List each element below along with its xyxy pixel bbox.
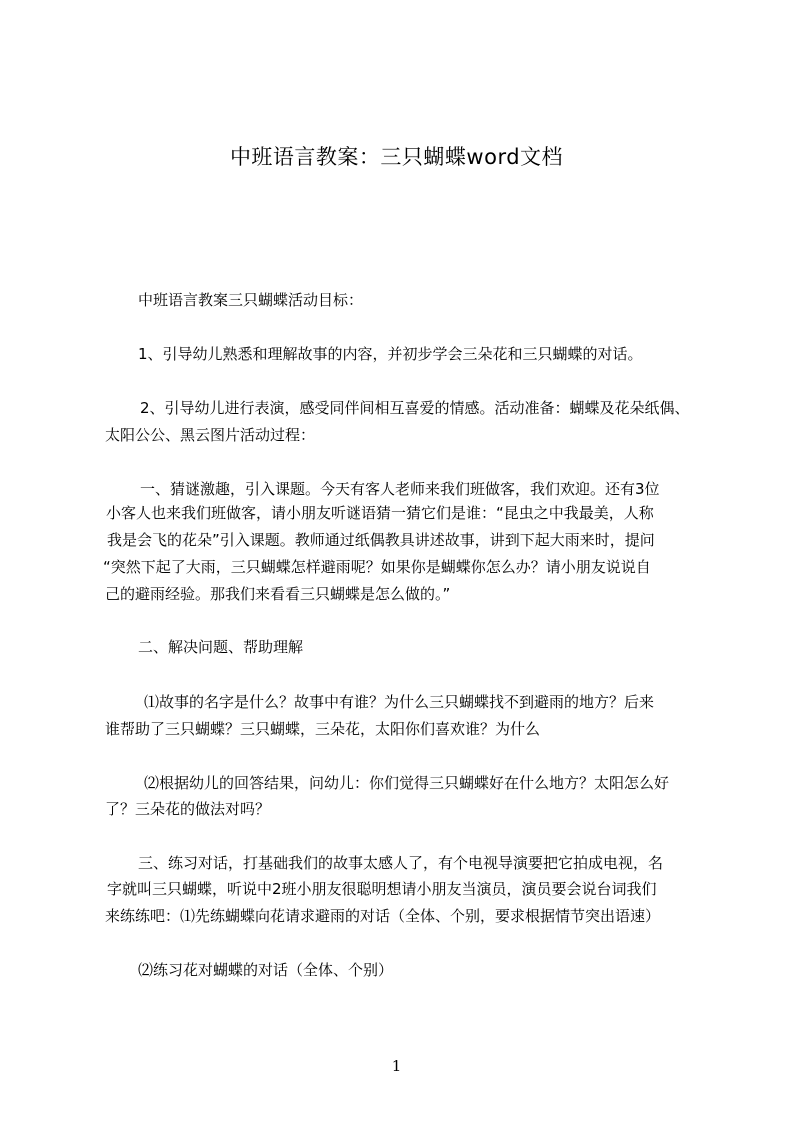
paragraph-line: 太阳公公、黑云图片活动过程： (105, 426, 316, 444)
paragraph-line: 字就叫三只蝴蝶，听说中2班小朋友很聪明想请小朋友当演员，演员要会说台词我们 (107, 880, 657, 898)
paragraph-line: ⑵练习花对蝴蝶的对话（全体、个别） (138, 961, 394, 979)
paragraph-line: 己的避雨经验。那我们来看看三只蝴蝶是怎么做的。” (105, 585, 451, 603)
paragraph-line: 1、引导幼儿熟悉和理解故事的内容，并初步学会三朵花和三只蝴蝶的对话。 (138, 345, 643, 363)
paragraph-line: 中班语言教案三只蝴蝶活动目标： (138, 291, 364, 309)
paragraph-line: 了？三朵花的做法对吗？ (105, 800, 271, 818)
paragraph-line: “突然下起了大雨，三只蝴蝶怎样避雨呢？如果你是蝴蝶你怎么办？请小朋友说说自 (103, 558, 651, 576)
paragraph-line: 二、解决问题、帮助理解 (138, 638, 304, 656)
paragraph-line: ⑴故事的名字是什么？故事中有谁？为什么三只蝴蝶找不到避雨的地方？后来 (144, 693, 655, 711)
paragraph-line: ⑵根据幼儿的回答结果，问幼儿：你们觉得三只蝴蝶好在什么地方？太阳怎么好 (144, 774, 670, 792)
paragraph-line: 谁帮助了三只蝴蝶？三只蝴蝶，三朵花，太阳你们喜欢谁？为什么 (105, 720, 541, 738)
paragraph-line: 小客人也来我们班做客，请小朋友听谜语猜一猜它们是谁：“昆虫之中我最美，人称 (106, 504, 654, 522)
paragraph-line: 我是会飞的花朵”引入课题。教师通过纸偶教具讲述故事，讲到下起大雨来时，提问 (107, 531, 655, 549)
paragraph-line: 一、猜谜激趣，引入课题。今天有客人老师来我们班做客，我们欢迎。还有3位 (140, 480, 660, 498)
paragraph-line: 2、引导幼儿进行表演，感受同伴间相互喜爱的情感。活动准备：蝴蝶及花朵纸偶、 (140, 399, 690, 417)
page-number: 1 (391, 1057, 402, 1075)
paragraph-line: 三、练习对话，打基础我们的故事太感人了，有个电视导演要把它拍成电视，名 (138, 854, 664, 872)
document-title: 中班语言教案：三只蝴蝶word文档 (229, 145, 564, 169)
paragraph-line: 来练练吧：⑴先练蝴蝶向花请求避雨的对话（全体、个别，要求根据情节突出语速） (105, 907, 661, 925)
